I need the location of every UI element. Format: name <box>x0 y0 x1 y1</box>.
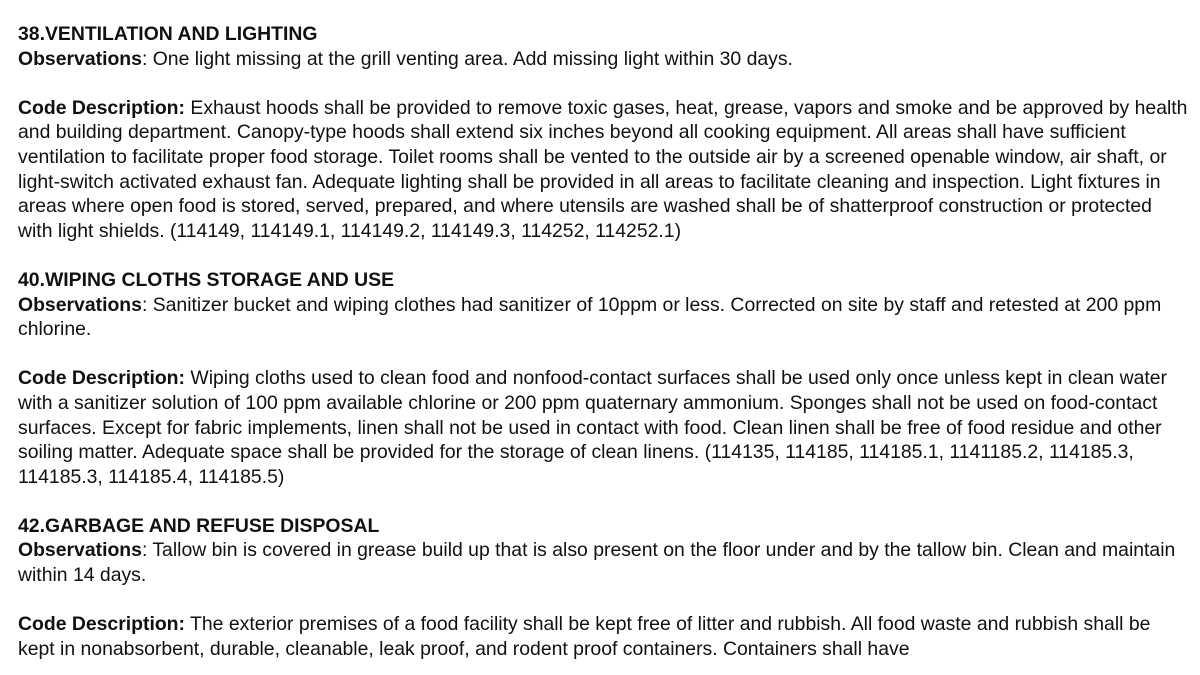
observations-text: : Tallow bin is covered in grease build up that is also present on the floor under and by the tallow bin. Clean and maintain within 14 days. <box>18 539 1176 587</box>
violation-section-42 <box>18 514 1190 662</box>
code-description-text: The exterior premises of a food facility shall be kept free of litter and rubbish. All food waste and rubbish shall be kept in nonabsorbent, durable, cleanable, leak proof, and rodent proof containers. Containers shall have <box>18 613 1151 660</box>
observations-label: Observations <box>18 47 142 70</box>
code-description-text: Wiping cloths used to clean food and nonfood-contact surfaces shall be used only once unless kept in clean water with a sanitizer solution of 100 ppm available chlorine or 200 ppm quaternary ammonium. Sponges shall not be used on food-contact surfaces. Except for fabric implements, linen shall not be used in contact with food. Clean linen shall be free of food residue and other soiling matter. Adequate space shall be provided for the storage of clean linens. (114135, 114185, 114185.1, 1141185.2, 114185.3, 114185.3, 114185.4, 114185.5) <box>18 367 1167 488</box>
code-description-paragraph <box>18 96 1190 244</box>
section-heading: 38.VENTILATION AND LIGHTING <box>18 23 318 45</box>
observations-label: Observations <box>18 293 142 316</box>
violation-section-40 <box>18 268 1190 489</box>
observations-text: : One light missing at the grill venting area. Add missing light within 30 days. <box>141 47 793 70</box>
code-description-label: Code Description: <box>18 613 185 636</box>
observations-label: Observations <box>18 539 142 562</box>
observations-text: : Sanitizer bucket and wiping clothes had sanitizer of 10ppm or less. Corrected on site by staff and retested at 200 ppm chlorine. <box>18 293 1162 341</box>
inspection-report-page <box>18 22 1190 661</box>
code-description-paragraph <box>18 612 1190 661</box>
paragraph-gap <box>18 588 1190 613</box>
observations-paragraph <box>18 293 1190 342</box>
observations-paragraph <box>18 538 1190 587</box>
code-description-label: Code Description: <box>18 367 185 390</box>
section-heading: 42.GARBAGE AND REFUSE DISPOSAL <box>18 514 380 537</box>
paragraph-gap <box>18 342 1190 367</box>
code-description-paragraph <box>18 366 1190 489</box>
violation-section-38 <box>18 22 1190 243</box>
paragraph-gap <box>18 71 1190 96</box>
section-heading: 40.WIPING CLOTHS STORAGE AND USE <box>18 268 395 291</box>
observations-paragraph <box>18 47 1190 72</box>
code-description-label: Code Description: <box>18 96 185 119</box>
code-description-text: Exhaust hoods shall be provided to remove toxic gases, heat, grease, vapors and smoke and be approved by health and building department. Canopy-type hoods shall extend six inches beyond all cooking equipment. All areas shall have sufficient ventilation to facilitate proper food storage. Toilet rooms shall be vented to the outside air by a screened openable window, air shaft, or light-switch activated exhaust fan. Adequate lighting shall be provided in all areas to facilitate cleaning and inspection. Light fixtures in areas where open food is stored, served, prepared, and where utensils are washed shall be of shatterproof construction or protected with light shields. (114149, 114149.1, 114149.2, 114149.3, 114252, 114252.1) <box>18 96 1188 242</box>
